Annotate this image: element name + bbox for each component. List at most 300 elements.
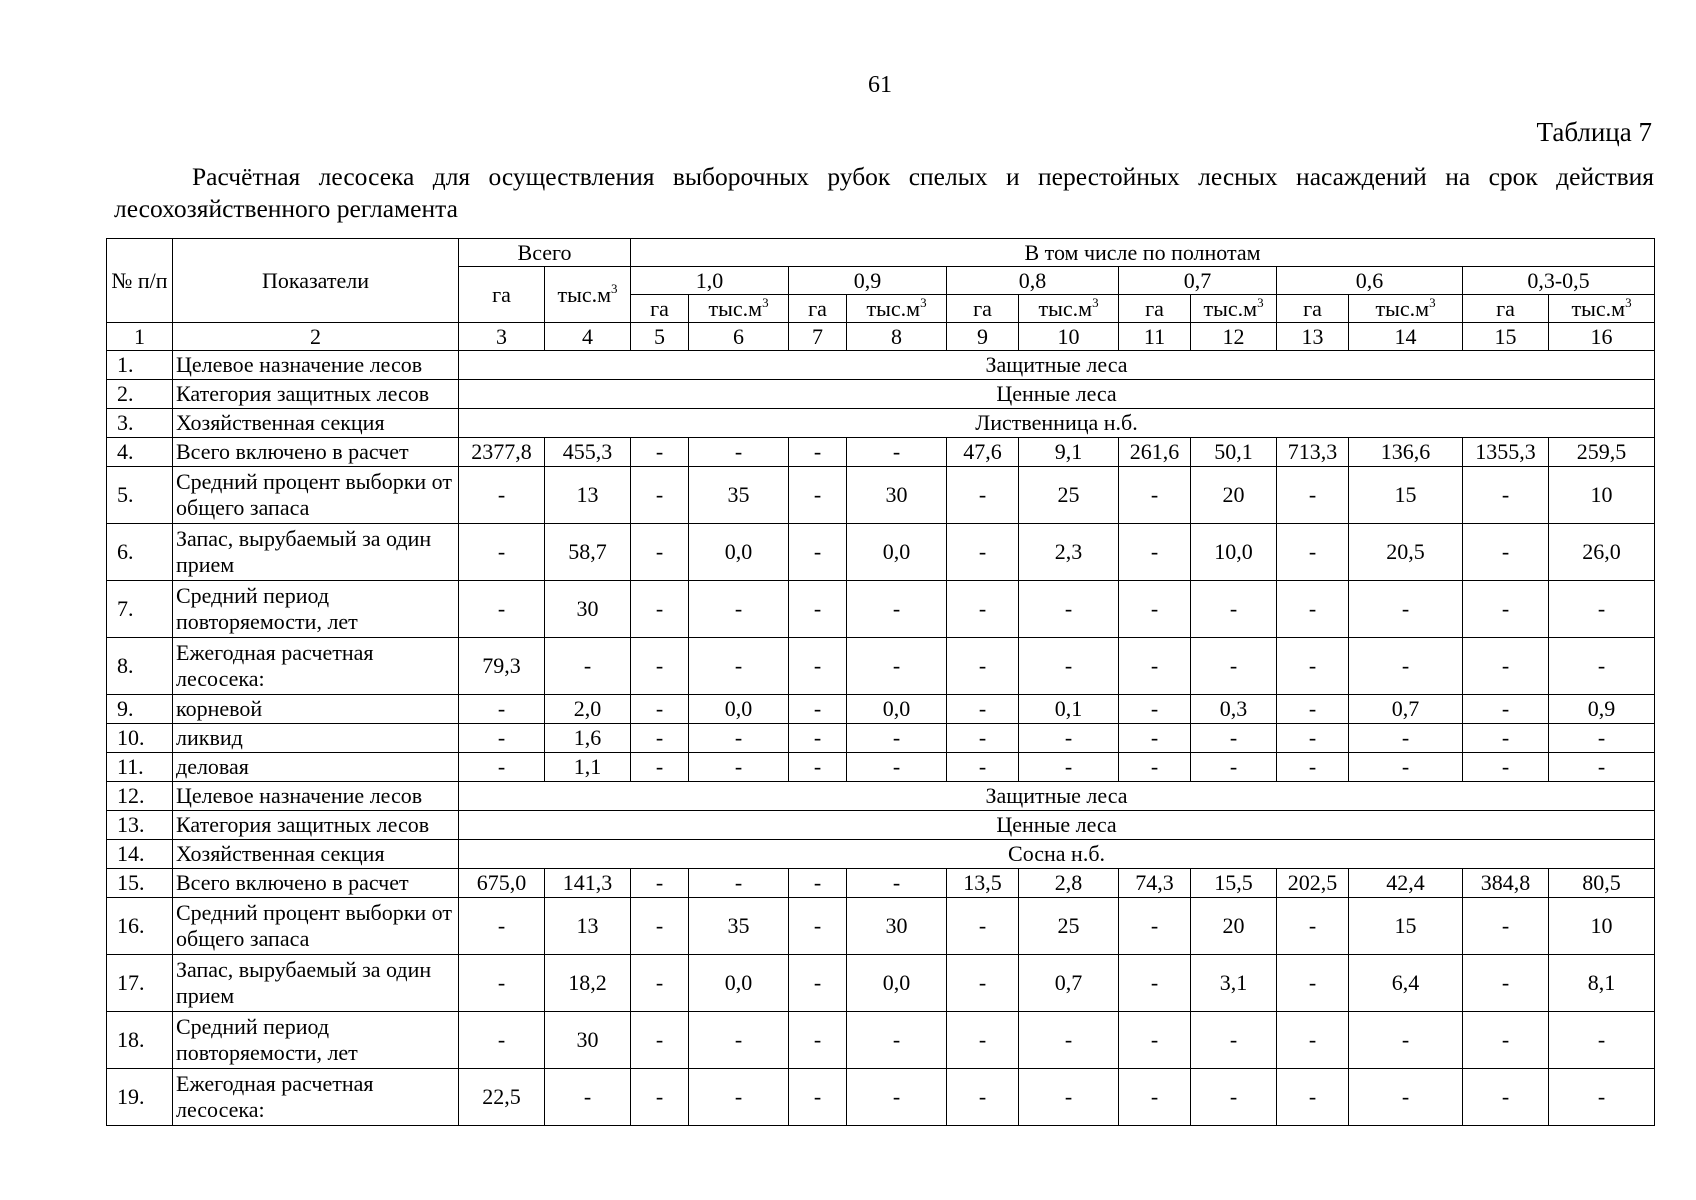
table-cell: - [789,1069,847,1126]
table-cell: - [847,753,947,782]
document-title: Расчётная лесосека для осуществления выборочных рубок спелых и перестойных лесных насаждений на срок действия лесохозяйственного регламента [114,162,1654,223]
column-number: 10 [1019,323,1119,351]
unit-text: тыс.м [1375,295,1430,321]
table-cell: - [847,638,947,695]
column-number: 3 [459,323,545,351]
table-cell: - [1019,724,1119,753]
table-cell: 13,5 [947,869,1019,898]
row-label: Средний период повторяемости, лет [173,581,459,638]
row-number: 13. [107,811,173,840]
table-cell: - [1277,524,1349,581]
table-cell: - [1119,955,1191,1012]
row-label: деловая [173,753,459,782]
table-cell: - [1277,753,1349,782]
row-number: 3. [107,409,173,438]
header-density: 0,3-0,5 [1463,267,1655,295]
row-label: Всего включено в расчет [173,438,459,467]
column-number: 6 [689,323,789,351]
table-cell: - [1119,753,1191,782]
section-value: Ценные леса [459,811,1655,840]
table-cell: 42,4 [1349,869,1463,898]
table-cell: - [947,753,1019,782]
table-cell: - [1119,898,1191,955]
table-cell: - [631,438,689,467]
row-label: Средний процент выборки от общего запаса [173,467,459,524]
section-value: Ценные леса [459,380,1655,409]
table-cell: - [1349,753,1463,782]
unit-ha: га [789,295,847,323]
table-cell: - [1191,581,1277,638]
table-cell: - [789,438,847,467]
header-including: В том числе по полнотам [631,239,1655,267]
table-row [107,811,1655,840]
cutting-area-table [106,238,1655,1126]
unit-vol [1349,295,1463,323]
table-cell: 22,5 [459,1069,545,1126]
unit-sup: 3 [762,294,769,310]
table-cell: 2377,8 [459,438,545,467]
table-cell: 0,1 [1019,695,1119,724]
table-cell: - [1191,753,1277,782]
row-label: Запас, вырубаемый за один прием [173,955,459,1012]
table-cell: - [947,467,1019,524]
column-number: 13 [1277,323,1349,351]
table-cell: - [947,524,1019,581]
table-cell: - [1019,753,1119,782]
row-label: Запас, вырубаемый за один прием [173,524,459,581]
table-row [107,409,1655,438]
table-cell: - [947,955,1019,1012]
table-cell: 25 [1019,898,1119,955]
table-cell: - [947,724,1019,753]
table-cell: - [1191,638,1277,695]
row-label: Хозяйственная секция [173,409,459,438]
row-number: 5. [107,467,173,524]
header-density: 0,9 [789,267,947,295]
table-cell: - [1119,467,1191,524]
table-cell: - [1019,581,1119,638]
header-indicators: Показатели [173,239,459,323]
row-label: Хозяйственная секция [173,840,459,869]
table-header [107,239,1655,351]
table-cell: 15,5 [1191,869,1277,898]
table-cell: - [1119,695,1191,724]
table-row [107,898,1655,955]
table-cell: - [847,1012,947,1069]
table-cell: 30 [545,1012,631,1069]
table-cell: 0,0 [847,955,947,1012]
unit-vol [1549,295,1655,323]
table-row [107,782,1655,811]
row-label: Всего включено в расчет [173,869,459,898]
table-cell: - [689,438,789,467]
table-cell: 202,5 [1277,869,1349,898]
table-cell: - [631,724,689,753]
table-cell: 50,1 [1191,438,1277,467]
row-number: 18. [107,1012,173,1069]
table-cell: - [947,638,1019,695]
row-number: 7. [107,581,173,638]
header-total-vol [545,267,631,323]
table-cell: - [689,1012,789,1069]
table-cell: - [459,467,545,524]
table-row [107,955,1655,1012]
table-cell: - [789,524,847,581]
table-cell: 0,7 [1019,955,1119,1012]
table-cell: - [1277,638,1349,695]
column-number: 7 [789,323,847,351]
table-cell: - [459,695,545,724]
table-cell: 9,1 [1019,438,1119,467]
row-number: 8. [107,638,173,695]
table-cell: 74,3 [1119,869,1191,898]
table-row [107,724,1655,753]
table-body [107,351,1655,1126]
table-cell: 10,0 [1191,524,1277,581]
table-cell: 6,4 [1349,955,1463,1012]
table-cell: - [1119,524,1191,581]
table-cell: - [1119,638,1191,695]
table-cell: - [631,695,689,724]
table-cell: - [459,898,545,955]
table-cell: 20 [1191,467,1277,524]
table-cell: - [1549,638,1655,695]
table-cell: - [1463,1012,1549,1069]
column-number: 16 [1549,323,1655,351]
row-number: 6. [107,524,173,581]
table-row [107,380,1655,409]
unit-ha: га [1119,295,1191,323]
table-cell: 15 [1349,467,1463,524]
table-cell: - [631,467,689,524]
table-cell: - [631,1012,689,1069]
table-row [107,351,1655,380]
table-cell: 58,7 [545,524,631,581]
table-cell: 10 [1549,898,1655,955]
table-cell: - [631,898,689,955]
table-cell: - [1119,724,1191,753]
unit-ha: га [631,295,689,323]
table-cell: - [1463,1069,1549,1126]
row-number: 15. [107,869,173,898]
table-cell: - [1349,1069,1463,1126]
table-cell: 0,0 [689,695,789,724]
table-cell: - [1549,753,1655,782]
page-number: 61 [868,72,892,98]
row-number: 11. [107,753,173,782]
table-cell: - [789,753,847,782]
table-cell: 0,7 [1349,695,1463,724]
table-cell: 0,9 [1549,695,1655,724]
table-cell: - [689,869,789,898]
table-cell: - [947,695,1019,724]
table-cell: 18,2 [545,955,631,1012]
table-cell: - [631,955,689,1012]
table-cell: 79,3 [459,638,545,695]
table-row [107,1069,1655,1126]
table-cell: 1,6 [545,724,631,753]
table-row [107,695,1655,724]
table-cell: - [1463,581,1549,638]
table-cell: - [631,753,689,782]
table-cell: - [1191,724,1277,753]
unit-ha: га [1463,295,1549,323]
table-cell: - [947,1012,1019,1069]
column-number: 14 [1349,323,1463,351]
table-cell: 30 [545,581,631,638]
column-number: 5 [631,323,689,351]
table-cell: 136,6 [1349,438,1463,467]
table-cell: - [631,1069,689,1126]
table-cell: 259,5 [1549,438,1655,467]
unit-vol [847,295,947,323]
table-cell: - [459,1012,545,1069]
table-cell: - [1191,1069,1277,1126]
table-cell: - [947,898,1019,955]
row-number: 2. [107,380,173,409]
column-number: 1 [107,323,173,351]
table-cell: - [847,869,947,898]
table-cell: - [1463,955,1549,1012]
column-number: 15 [1463,323,1549,351]
table-cell: - [1277,467,1349,524]
unit-text: тыс.м [1038,295,1093,321]
table-cell: 35 [689,898,789,955]
table-cell: 20,5 [1349,524,1463,581]
table-cell: 15 [1349,898,1463,955]
table-cell: - [689,724,789,753]
table-cell: - [789,695,847,724]
table-cell: - [1277,581,1349,638]
table-label: Таблица 7 [1536,117,1652,147]
table-cell: - [789,869,847,898]
unit-vol [689,295,789,323]
table-cell: - [1277,1069,1349,1126]
table-cell: - [545,1069,631,1126]
table-cell: - [1463,753,1549,782]
table-cell: - [847,1069,947,1126]
header-density: 1,0 [631,267,789,295]
section-value: Сосна н.б. [459,840,1655,869]
section-value: Лиственница н.б. [459,409,1655,438]
row-label: ликвид [173,724,459,753]
row-number: 16. [107,898,173,955]
row-number: 17. [107,955,173,1012]
table-cell: - [689,638,789,695]
unit-text: тыс.м [866,295,921,321]
row-label: Категория защитных лесов [173,811,459,840]
table-cell: - [631,524,689,581]
table-cell: - [1463,695,1549,724]
table-cell: - [789,724,847,753]
table-cell: - [1463,524,1549,581]
table-cell: - [789,467,847,524]
table-cell: - [947,1069,1019,1126]
table-cell: - [847,438,947,467]
row-number: 4. [107,438,173,467]
table-cell: 713,3 [1277,438,1349,467]
unit-vol [1191,295,1277,323]
table-cell: - [1119,1012,1191,1069]
table-row [107,581,1655,638]
header-density: 0,7 [1119,267,1277,295]
table-cell: - [1277,695,1349,724]
unit-vol [1019,295,1119,323]
table-cell: - [1277,898,1349,955]
unit-ha: га [1277,295,1349,323]
column-number: 8 [847,323,947,351]
table-cell: - [1019,1069,1119,1126]
table-cell: - [847,581,947,638]
table-cell: 384,8 [1463,869,1549,898]
column-number: 9 [947,323,1019,351]
table-cell: - [1349,1012,1463,1069]
header-total-ha: га [459,267,545,323]
table-row [107,638,1655,695]
table-cell: 0,0 [847,695,947,724]
table-cell: - [1463,898,1549,955]
table-cell: - [1191,1012,1277,1069]
row-label: Категория защитных лесов [173,380,459,409]
table-cell: 20 [1191,898,1277,955]
column-number: 11 [1119,323,1191,351]
table-cell: - [1549,1012,1655,1069]
unit-sup: 3 [1429,294,1436,310]
row-number: 12. [107,782,173,811]
table-row [107,1012,1655,1069]
table-cell: - [1549,1069,1655,1126]
table-cell: 47,6 [947,438,1019,467]
table-cell: 1,1 [545,753,631,782]
table-row [107,753,1655,782]
header-num: № п/п [107,239,173,323]
section-value: Защитные леса [459,351,1655,380]
unit-text: тыс.м [708,295,763,321]
header-density: 0,8 [947,267,1119,295]
table-cell: - [1463,467,1549,524]
table-cell: 30 [847,467,947,524]
table-cell: 455,3 [545,438,631,467]
unit-sup: 3 [1257,294,1264,310]
column-number-row [107,323,1655,351]
row-label: Ежегодная расчетная лесосека: [173,1069,459,1126]
table-cell: 10 [1549,467,1655,524]
table-cell: - [545,638,631,695]
row-label: Средний период повторяемости, лет [173,1012,459,1069]
table-cell: - [1549,724,1655,753]
table-cell: 3,1 [1191,955,1277,1012]
table-row [107,840,1655,869]
table-cell: 30 [847,898,947,955]
table-cell: - [1119,581,1191,638]
table-cell: 26,0 [1549,524,1655,581]
table-cell: - [459,724,545,753]
table-cell: - [1277,724,1349,753]
table-cell: 0,0 [689,955,789,1012]
table-cell: 1355,3 [1463,438,1549,467]
unit-sup: 3 [1625,294,1632,310]
table-cell: 675,0 [459,869,545,898]
table-cell: 35 [689,467,789,524]
table-cell: 0,3 [1191,695,1277,724]
column-number: 12 [1191,323,1277,351]
table-cell: - [1277,1012,1349,1069]
section-value: Защитные леса [459,782,1655,811]
row-label: Целевое назначение лесов [173,351,459,380]
row-number: 14. [107,840,173,869]
table-cell: - [1019,1012,1119,1069]
table-cell: 2,8 [1019,869,1119,898]
table-cell: 0,0 [689,524,789,581]
table-cell: - [1119,1069,1191,1126]
header-total: Всего [459,239,631,267]
table-cell: 2,3 [1019,524,1119,581]
table-cell: - [789,955,847,1012]
table-cell: 13 [545,898,631,955]
table-cell: 13 [545,467,631,524]
table-row [107,467,1655,524]
row-label: корневой [173,695,459,724]
table-cell: - [1349,724,1463,753]
table-cell: - [459,753,545,782]
table-cell: - [459,581,545,638]
table-cell: - [689,581,789,638]
row-number: 10. [107,724,173,753]
row-label: Целевое назначение лесов [173,782,459,811]
header-density: 0,6 [1277,267,1463,295]
row-label: Средний процент выборки от общего запаса [173,898,459,955]
unit-text: тыс.м [557,281,612,307]
table-row [107,438,1655,467]
table-cell: - [689,753,789,782]
table-cell: - [789,581,847,638]
table-cell: - [1277,955,1349,1012]
table-cell: 8,1 [1549,955,1655,1012]
unit-sup: 3 [611,280,618,296]
table-cell: - [1463,638,1549,695]
table-cell: 25 [1019,467,1119,524]
row-number: 1. [107,351,173,380]
table-cell: - [459,524,545,581]
table-cell: - [631,581,689,638]
table-cell: 80,5 [1549,869,1655,898]
table-cell: - [631,869,689,898]
table-cell: 141,3 [545,869,631,898]
table-cell: - [947,581,1019,638]
table-cell: - [1549,581,1655,638]
column-number: 4 [545,323,631,351]
row-label: Ежегодная расчетная лесосека: [173,638,459,695]
table-cell: 261,6 [1119,438,1191,467]
table-row [107,524,1655,581]
unit-text: тыс.м [1571,295,1626,321]
table-cell: - [1019,638,1119,695]
table-cell: - [1349,638,1463,695]
table-cell: - [789,638,847,695]
column-number: 2 [173,323,459,351]
table-row [107,869,1655,898]
unit-ha: га [947,295,1019,323]
table-cell: - [1463,724,1549,753]
row-number: 9. [107,695,173,724]
table-cell: - [631,638,689,695]
table-cell: 0,0 [847,524,947,581]
table-cell: - [689,1069,789,1126]
row-number: 19. [107,1069,173,1126]
table-cell: - [789,898,847,955]
table-cell: - [789,1012,847,1069]
table-cell: - [1349,581,1463,638]
